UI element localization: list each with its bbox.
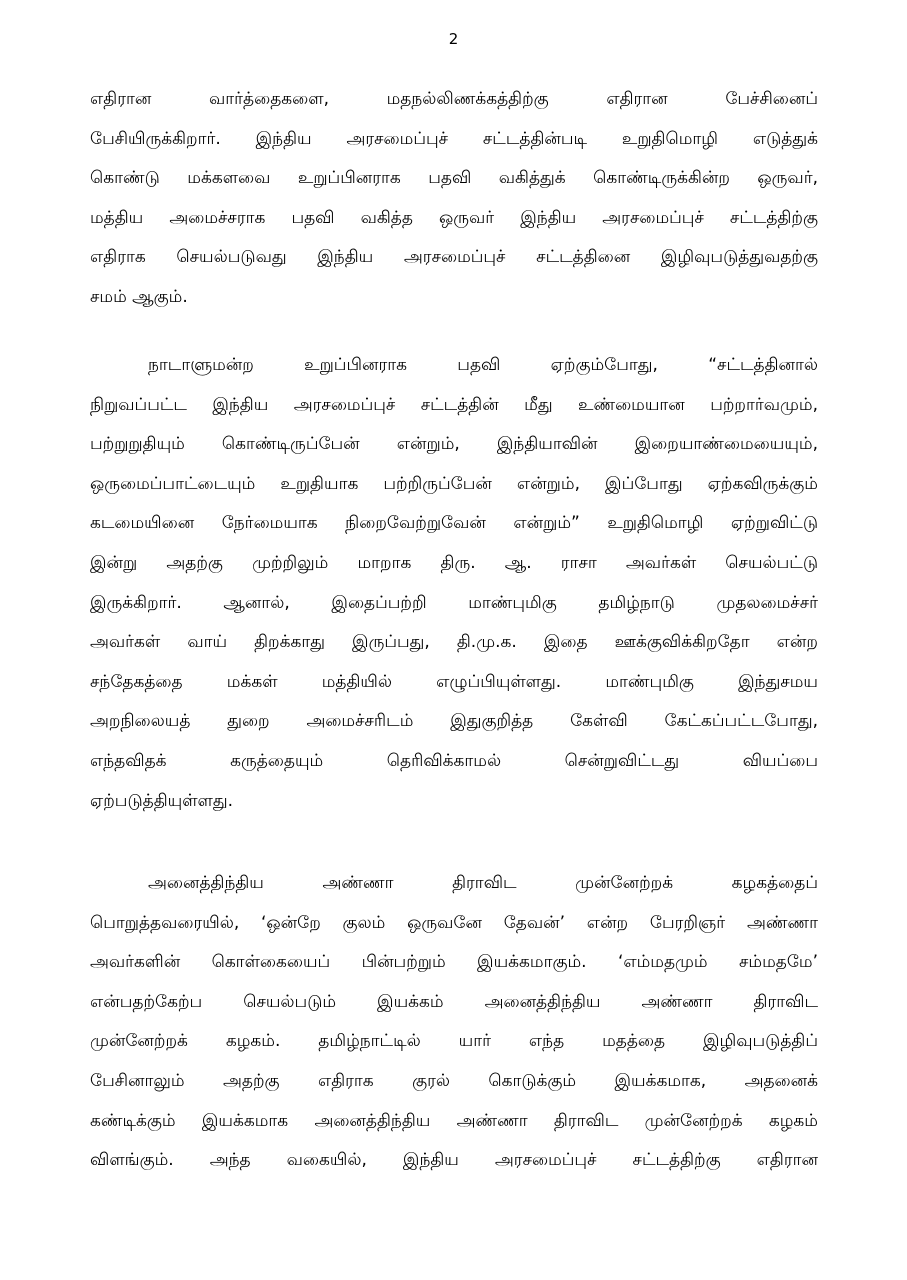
text-line: என்பதற்கேற்ப செயல்படும் இயக்கம் அனைத்திந்திய அண்ணா திராவிட xyxy=(90,991,818,1012)
text-line: பற்றுறுதியும் கொண்டிருப்பேன் என்றும், இந்தியாவின் இறையாண்மையையும், xyxy=(90,434,818,455)
text-line: பேசினாலும் அதற்கு எதிராக குரல் கொடுக்கும் இயக்கமாக, அதனைக் xyxy=(90,1070,818,1091)
page-number: 2 xyxy=(448,30,459,48)
text-line: எதிராக செயல்படுவது இந்திய அரசமைப்புச் சட்டத்தினை இழிவுபடுத்துவதற்கு xyxy=(90,247,818,268)
text-line: இன்று அதற்கு முற்றிலும் மாறாக திரு. ஆ. ராசா அவர்கள் செயல்பட்டு xyxy=(90,552,818,573)
paragraph-2 xyxy=(90,346,818,821)
text-line: பேசியிருக்கிறார். இந்திய அரசமைப்புச் சட்டத்தின்படி உறுதிமொழி எடுத்துக் xyxy=(90,128,818,149)
text-line: நிறுவப்பட்ட இந்திய அரசமைப்புச் சட்டத்தின் மீது உண்மையான பற்றார்வமும், xyxy=(90,394,818,415)
text-line: ஏற்படுத்தியுள்ளது. xyxy=(90,790,234,811)
text-line: விளங்கும். அந்த வகையில், இந்திய அரசமைப்புச் சட்டத்திற்கு எதிரான xyxy=(90,1150,818,1171)
text-line: இருக்கிறார். ஆனால், இதைப்பற்றி மாண்புமிகு தமிழ்நாடு முதலமைச்சர் xyxy=(90,592,818,613)
paragraph-1 xyxy=(90,80,818,318)
text-line: அவர்களின் கொள்கையைப் பின்பற்றும் இயக்கமாகும். ‘எம்மதமும் சம்மதமே’ xyxy=(90,952,818,973)
text-line: சமம் ஆகும். xyxy=(90,286,188,307)
text-line: அவர்கள் வாய் திறக்காது இருப்பது, தி.மு.க. இதை ஊக்குவிக்கிறதோ என்ற xyxy=(90,632,818,653)
text-line: கடமையினை நேர்மையாக நிறைவேற்றுவேன் என்றும்” உறுதிமொழி ஏற்றுவிட்டு xyxy=(90,513,818,534)
text-line: முன்னேற்றக் கழகம். தமிழ்நாட்டில் யார் எந்த மதத்தை இழிவுபடுத்திப் xyxy=(90,1031,818,1052)
text-line: அனைத்திந்திய அண்ணா திராவிட முன்னேற்றக் கழகத்தைப் xyxy=(148,873,818,893)
text-line: கண்டிக்கும் இயக்கமாக அனைத்திந்திய அண்ணா திராவிட முன்னேற்றக் கழகம் xyxy=(90,1110,818,1131)
text-line: எந்தவிதக் கருத்தையும் தெரிவிக்காமல் சென்றுவிட்டது வியப்பை xyxy=(90,750,818,771)
text-line: மத்திய அமைச்சராக பதவி வகித்த ஒருவர் இந்திய அரசமைப்புச் சட்டத்திற்கு xyxy=(90,207,818,228)
text-line: எதிரான வார்த்தைகளை, மதநல்லிணக்கத்திற்கு எதிரான பேச்சினைப் xyxy=(90,89,818,109)
text-line: நாடாளுமன்ற உறுப்பினராக பதவி ஏற்கும்போது, “சட்டத்தினால் xyxy=(148,355,818,375)
text-line: ஒருமைப்பாட்டையும் உறுதியாக பற்றிருப்பேன் என்றும், இப்போது ஏற்கவிருக்கும் xyxy=(90,473,818,494)
text-line: அறநிலையத் துறை அமைச்சரிடம் இதுகுறித்த கேள்வி கேட்கப்பட்டபோது, xyxy=(90,711,818,732)
text-line: பொறுத்தவரையில், ‘ஒன்றே குலம் ஒருவனே தேவன்’ என்ற பேரறிஞர் அண்ணா xyxy=(90,912,818,933)
text-line: சந்தேகத்தை மக்கள் மத்தியில் எழுப்பியுள்ளது. மாண்புமிகு இந்துசமய xyxy=(90,671,818,692)
paragraph-3 xyxy=(90,864,818,1181)
text-line: கொண்டு மக்களவை உறுப்பினராக பதவி வகித்துக் கொண்டிருக்கின்ற ஒருவர், xyxy=(90,168,818,189)
